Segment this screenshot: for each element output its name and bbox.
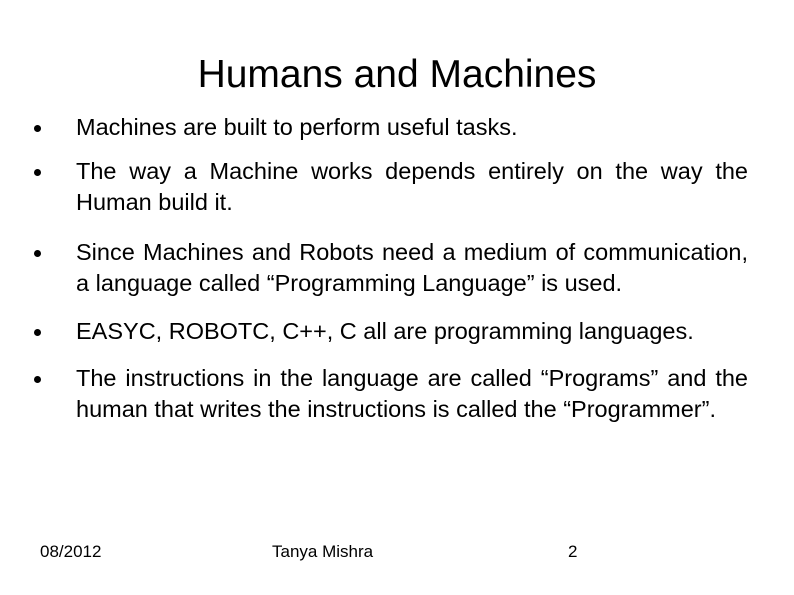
bullet-dot-icon — [34, 329, 41, 336]
bullet-list — [34, 112, 748, 425]
bullet-text: The way a Machine works depends entirely on the way the Human build it. — [76, 158, 748, 215]
footer-page-number: 2 — [568, 542, 578, 561]
bullet-item — [34, 156, 748, 218]
bullet-dot-icon — [34, 250, 41, 257]
slide-title: Humans and Machines — [197, 53, 597, 96]
bullet-text: Since Machines and Robots need a medium of communication, a language called “Programming Language” is used. — [76, 239, 748, 296]
bullet-item — [34, 112, 748, 143]
bullet-text: The instructions in the language are called “Programs” and the human that writes the instructions is called the “Programmer”. — [76, 365, 748, 422]
bullet-dot-icon — [34, 125, 41, 132]
bullet-item — [34, 237, 748, 299]
bullet-dot-icon — [34, 376, 41, 383]
footer-author: Tanya Mishra — [272, 542, 374, 561]
bullet-text: EASYC, ROBOTC, C++, C all are programming languages. — [76, 318, 694, 344]
footer-date: 08/2012 — [40, 542, 102, 561]
bullet-item — [34, 363, 748, 425]
bullet-dot-icon — [34, 169, 41, 176]
bullet-text: Machines are built to perform useful tasks. — [76, 114, 518, 140]
bullet-item — [34, 316, 748, 347]
